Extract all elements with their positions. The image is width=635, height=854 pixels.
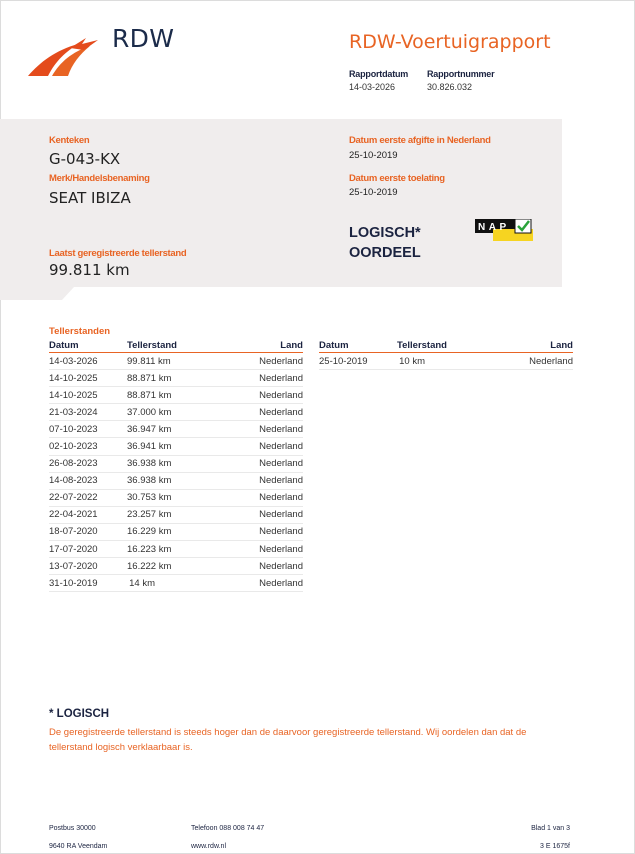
cell-country: Nederland xyxy=(259,526,303,538)
footer-postbus: Postbus 30000 xyxy=(49,825,96,832)
report-number-value: 30.826.032 xyxy=(427,82,473,92)
footer-page: Blad 1 van 3 xyxy=(531,825,570,832)
cell-date: 22-04-2021 xyxy=(49,509,98,521)
footer-web: www.rdw.nl xyxy=(191,843,227,850)
cell-reading: 16.229 km xyxy=(127,526,172,538)
cell-country: Nederland xyxy=(259,406,303,418)
cell-reading: 30.753 km xyxy=(127,492,172,504)
first-issue-label: Datum eerste afgifte in Nederland xyxy=(349,135,491,146)
plate-label: Kenteken xyxy=(49,135,90,146)
cell-country: Nederland xyxy=(259,458,303,470)
first-admission-value: 25-10-2019 xyxy=(349,187,398,198)
table-header xyxy=(49,339,303,353)
brand-name: RDW xyxy=(112,24,175,53)
cell-date: 02-10-2023 xyxy=(49,441,98,453)
table-row xyxy=(49,575,303,592)
report-title: RDW-Voertuigrapport xyxy=(349,31,551,53)
svg-text:NAP: NAP xyxy=(478,222,510,233)
footer-contact xyxy=(191,820,264,854)
col-date: Datum xyxy=(319,340,349,351)
cell-reading: 14 km xyxy=(129,577,155,589)
first-issue-value: 25-10-2019 xyxy=(349,150,398,161)
footer-address xyxy=(49,820,107,854)
report-date-block xyxy=(349,68,408,94)
cell-date: 26-08-2023 xyxy=(49,458,98,470)
cell-date: 07-10-2023 xyxy=(49,423,98,435)
readings-table-left xyxy=(49,339,303,592)
report-number-label: Rapportnummer xyxy=(427,69,495,79)
cell-country: Nederland xyxy=(259,441,303,453)
cell-date: 13-07-2020 xyxy=(49,560,98,572)
cell-country: Nederland xyxy=(259,509,303,521)
cell-country: Nederland xyxy=(259,389,303,401)
cell-reading: 16.223 km xyxy=(127,543,172,555)
table-row xyxy=(49,353,303,370)
cell-date: 21-03-2024 xyxy=(49,406,98,418)
col-country: Land xyxy=(280,340,303,351)
table-row xyxy=(319,353,573,370)
table-row xyxy=(49,473,303,490)
judgement xyxy=(349,223,421,263)
cell-date: 25-10-2019 xyxy=(319,355,368,367)
footnote-text: De geregistreerde tellerstand is steeds hoger dan de daarvoor geregistreerde tellerstand. Wij oordelen dan dat de tellerstand logisch verklaarbaar is. xyxy=(49,727,527,753)
nap-check-icon xyxy=(475,219,533,241)
footnote-title: * LOGISCH xyxy=(49,708,110,720)
cell-date: 14-10-2025 xyxy=(49,389,98,401)
cell-reading: 23.257 km xyxy=(127,509,172,521)
report-date-label: Rapportdatum xyxy=(349,69,409,79)
table-row xyxy=(49,490,303,507)
cell-reading: 36.941 km xyxy=(127,441,172,453)
make-label: Merk/Handelsbenaming xyxy=(49,173,150,184)
report-number-block xyxy=(427,68,494,94)
judgement-line2: OORDEEL xyxy=(349,245,421,261)
table-row xyxy=(49,370,303,387)
table-row xyxy=(49,421,303,438)
cell-country: Nederland xyxy=(259,475,303,487)
table-row xyxy=(49,456,303,473)
odometer-label: Laatst geregistreerde tellerstand xyxy=(49,248,187,259)
cell-reading: 88.871 km xyxy=(127,372,172,384)
cell-country: Nederland xyxy=(259,423,303,435)
judgement-line1: LOGISCH* xyxy=(349,225,421,241)
cell-reading: 36.938 km xyxy=(127,458,172,470)
cell-reading: 99.811 km xyxy=(127,355,171,367)
table-row xyxy=(49,541,303,558)
cell-country: Nederland xyxy=(259,492,303,504)
cell-date: 22-07-2022 xyxy=(49,492,98,504)
table-row xyxy=(49,524,303,541)
table-row xyxy=(49,387,303,404)
col-country: Land xyxy=(550,340,573,351)
cell-date: 31-10-2019 xyxy=(49,577,98,589)
odometer-value: 99.811 km xyxy=(49,261,130,279)
cell-date: 17-07-2020 xyxy=(49,543,98,555)
cell-date: 18-07-2020 xyxy=(49,526,98,538)
cell-date: 14-08-2023 xyxy=(49,475,98,487)
cell-reading: 36.938 km xyxy=(127,475,172,487)
cell-country: Nederland xyxy=(529,355,573,367)
cell-country: Nederland xyxy=(259,560,303,572)
table-row xyxy=(49,558,303,575)
cell-reading: 88.871 km xyxy=(127,389,172,401)
col-reading: Tellerstand xyxy=(127,340,177,351)
plate-value: G-043-KX xyxy=(49,150,121,168)
col-date: Datum xyxy=(49,340,79,351)
cell-reading: 16.222 km xyxy=(127,560,172,572)
cell-country: Nederland xyxy=(259,543,303,555)
col-reading: Tellerstand xyxy=(397,340,447,351)
footer-city: 9640 RA Veendam xyxy=(49,843,108,850)
table-row xyxy=(49,438,303,455)
report-date-value: 14-03-2026 xyxy=(349,82,396,92)
cell-date: 14-10-2025 xyxy=(49,372,98,384)
rdw-logo-icon xyxy=(26,36,100,78)
footer-code: 3 E 1675f xyxy=(540,843,570,850)
table-row xyxy=(49,507,303,524)
readings-title: Tellerstanden xyxy=(49,326,111,337)
cell-reading: 37.000 km xyxy=(127,406,172,418)
make-value: SEAT IBIZA xyxy=(49,189,131,207)
cell-date: 14-03-2026 xyxy=(49,355,98,367)
footer-page-info xyxy=(500,820,570,854)
first-admission-label: Datum eerste toelating xyxy=(349,173,445,184)
cell-reading: 10 km xyxy=(399,355,425,367)
cell-reading: 36.947 km xyxy=(127,423,172,435)
footer-phone: Telefoon 088 008 74 47 xyxy=(191,825,265,832)
cell-country: Nederland xyxy=(259,577,303,589)
table-header xyxy=(319,339,573,353)
table-row xyxy=(49,404,303,421)
readings-table-right xyxy=(319,339,573,370)
cell-country: Nederland xyxy=(259,355,303,367)
cell-country: Nederland xyxy=(259,372,303,384)
